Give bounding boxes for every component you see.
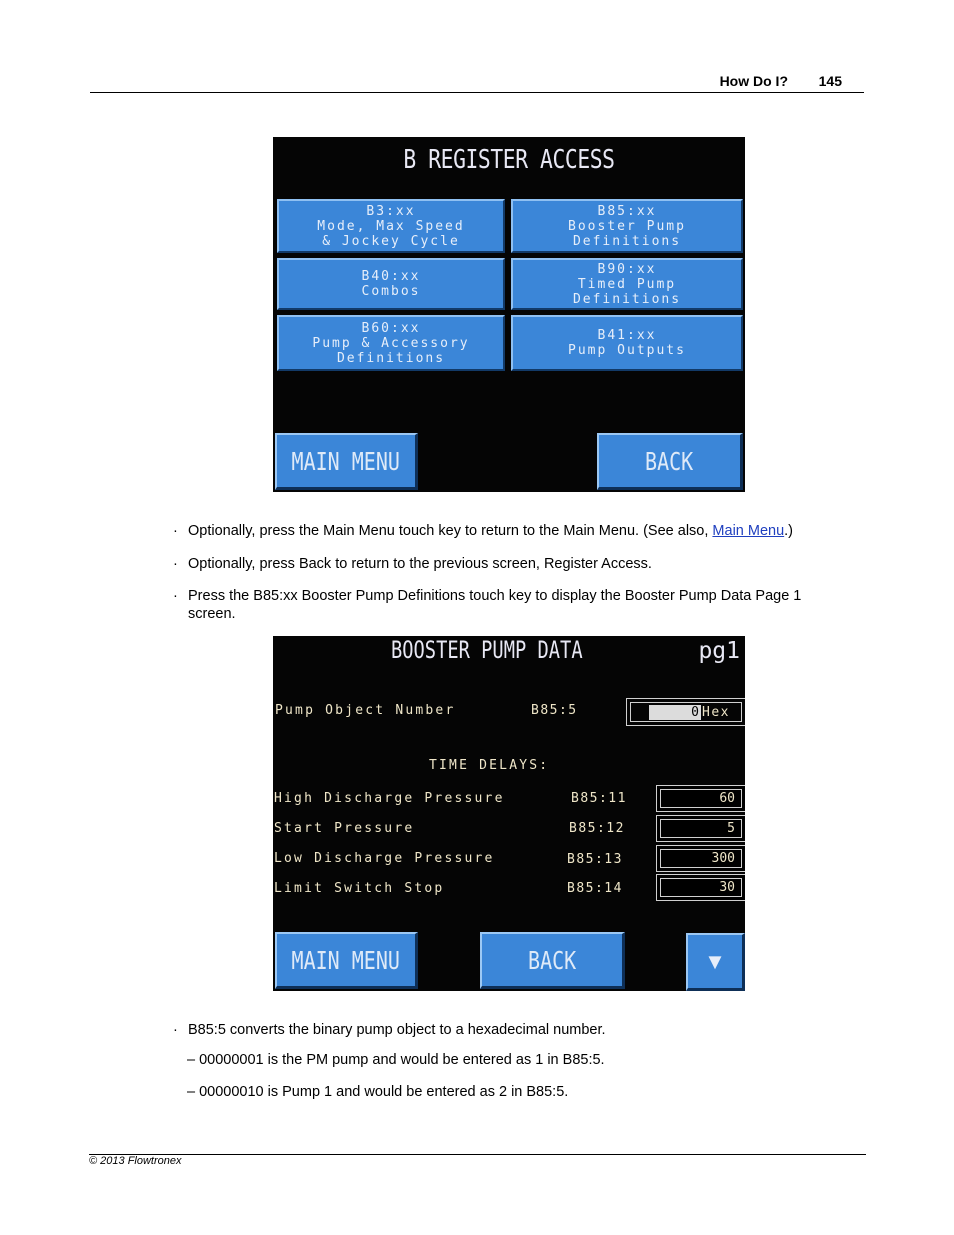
main-menu-label: MAIN MENU <box>291 945 401 975</box>
page-footer <box>89 1154 866 1167</box>
button-code: B90:xx <box>597 261 657 277</box>
bullet-text <box>188 522 853 540</box>
row-value: 30 <box>660 878 742 897</box>
booster-pump-title: BOOSTER PUMP DATA <box>391 636 583 664</box>
start-pressure-field[interactable] <box>656 815 745 842</box>
pump-object-label: Pump Object Number <box>275 703 456 718</box>
b90-button[interactable] <box>511 258 743 310</box>
row-label: Start Pressure <box>274 821 415 836</box>
bullet-text: Optionally, press Back to return to the previous screen, Register Access. <box>188 556 652 572</box>
button-line: & Jockey Cycle <box>322 233 460 249</box>
high-discharge-field[interactable] <box>656 785 745 812</box>
time-delays-heading: TIME DELAYS: <box>429 758 550 773</box>
pump-object-field[interactable] <box>626 698 745 726</box>
sub-item-pump-1: – 00000010 is Pump 1 and would be entered as 2 in B85:5. <box>187 1084 569 1100</box>
button-line: Mode, Max Speed <box>317 218 465 234</box>
button-line: Timed Pump <box>577 276 677 292</box>
row-register: B85:13 <box>567 852 623 867</box>
back-button[interactable] <box>597 433 743 490</box>
button-code: B40:xx <box>361 269 421 284</box>
pump-object-value: 0 <box>649 705 701 720</box>
register-access-screenshot <box>273 137 745 492</box>
row-value: 5 <box>660 819 742 838</box>
page-header <box>90 73 864 93</box>
pump-object-register: B85:5 <box>531 703 578 718</box>
header-title: How Do I? <box>719 73 788 89</box>
button-line: Definitions <box>572 233 682 249</box>
row-label: High Discharge Pressure <box>274 791 505 806</box>
button-line: Pump & Accessory <box>312 335 470 351</box>
b40-button[interactable] <box>277 258 505 310</box>
b3-button[interactable] <box>277 199 505 253</box>
row-register: B85:14 <box>567 881 623 896</box>
main-menu-link[interactable]: Main Menu <box>712 523 785 539</box>
b60-button[interactable] <box>277 315 505 371</box>
sub-item-pm-pump: – 00000001 is the PM pump and would be entered as 1 in B85:5. <box>187 1052 605 1068</box>
copyright: © 2013 Flowtronex <box>89 1155 182 1167</box>
page-indicator: pg1 <box>698 638 740 664</box>
down-arrow-icon: ▼ <box>704 948 726 974</box>
register-access-title: B REGISTER ACCESS <box>403 145 615 175</box>
bullet-marker: · <box>173 1022 178 1038</box>
row-value: 300 <box>660 849 742 868</box>
main-menu-label: MAIN MENU <box>291 446 401 476</box>
button-code: B41:xx <box>597 328 657 343</box>
row-label: Low Discharge Pressure <box>274 851 495 866</box>
page-number: 145 <box>818 73 842 89</box>
field-frame <box>630 702 742 722</box>
row-label: Limit Switch Stop <box>274 881 445 896</box>
button-line: Booster Pump <box>568 218 686 234</box>
button-line: Combos <box>361 284 421 299</box>
hex-unit: Hex <box>702 705 730 720</box>
button-line: Definitions <box>336 350 446 366</box>
limit-switch-field[interactable] <box>656 874 745 901</box>
row-register: B85:11 <box>571 791 627 806</box>
row-value: 60 <box>660 789 742 808</box>
main-menu-button[interactable] <box>275 932 418 989</box>
low-discharge-field[interactable] <box>656 845 745 872</box>
button-code: B3:xx <box>366 203 416 219</box>
b85-button[interactable] <box>511 199 743 253</box>
booster-pump-data-screenshot <box>273 636 745 991</box>
bullet-marker: · <box>173 588 178 604</box>
back-label: BACK <box>645 446 694 476</box>
bullet-marker: · <box>173 556 178 572</box>
page-down-button[interactable] <box>686 933 745 991</box>
bullet-text-end: .) <box>784 523 794 539</box>
button-code: B60:xx <box>361 320 421 336</box>
button-code: B85:xx <box>597 203 657 219</box>
bullet-text: Press the B85:xx Booster Pump Definitions touch key to display the Booster Pump Data Page 1 screen. <box>188 588 802 622</box>
button-line: Pump Outputs <box>568 343 686 358</box>
bullet-text-start: Optionally, press the Main Menu touch key to return to the Main Menu. (See also, <box>188 523 713 539</box>
back-label: BACK <box>527 945 577 975</box>
button-line: Definitions <box>572 291 682 307</box>
bullet-marker: · <box>173 523 178 539</box>
back-button[interactable] <box>480 932 625 989</box>
b41-button[interactable] <box>511 315 743 371</box>
main-menu-button[interactable] <box>275 433 418 490</box>
row-register: B85:12 <box>569 821 625 836</box>
bullet-text: B85:5 converts the binary pump object to a hexadecimal number. <box>188 1022 606 1038</box>
